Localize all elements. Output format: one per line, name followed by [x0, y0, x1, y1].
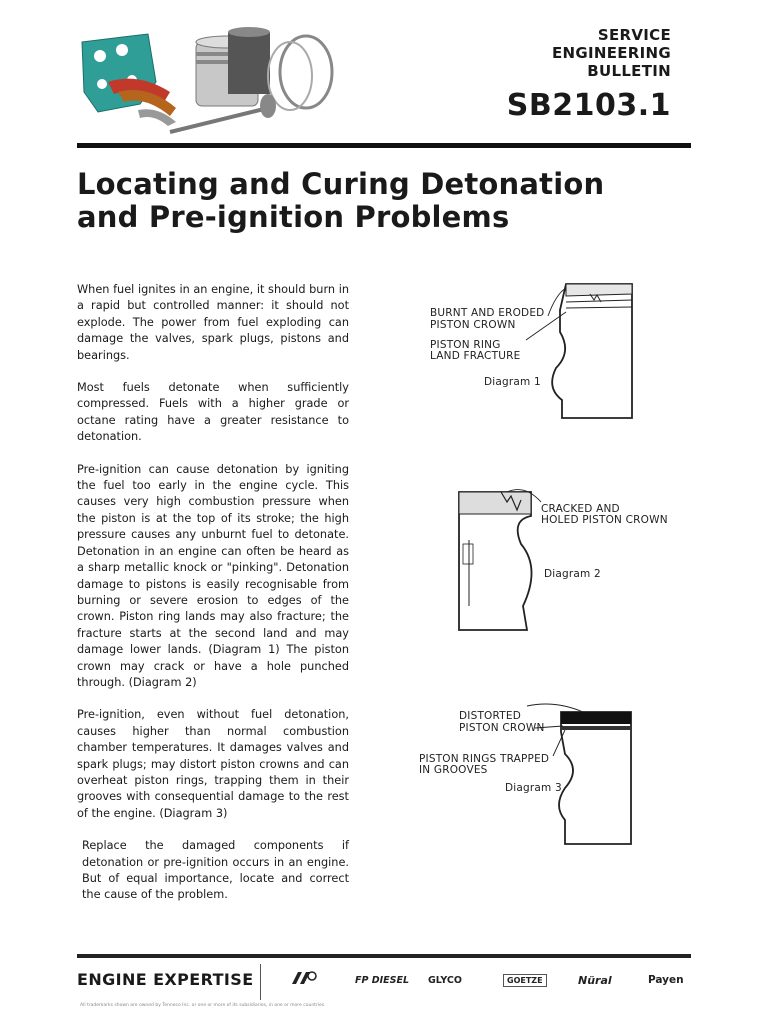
nural-logo: Nüral [578, 974, 612, 987]
paragraph: Pre-ignition can cause detonation by igniting the fuel too early in the engine cycle. This causes very high combustion pressure when the piston is at the top of its stroke; the high pressure causes any unburnt fuel to detonate. Detonation in an engine can often be heard as a sharp metallic knock or "pinking". Detonation damage to pistons is easily recognisable from burning or severe erosion to edges of the crown. Piston ring lands may also fracture; the fracture starts at the second land and may damage lower lands. (Diagram 1) The piston crown may crack or have a hole punched through. (Diagram 2) [77, 462, 349, 689]
paragraph: Replace the damaged components if detonation or pre-ignition occurs in an engine. But of equal importance, locate and correct the cause of the problem. [82, 839, 349, 902]
footer-divider [260, 964, 261, 1000]
disclaimer: All trademarks shown are owned by Tenneco Inc. or one or more of its subsidiaries, in one or more countries. [80, 1003, 326, 1008]
paragraph: When fuel ignites in an engine, it should burn in a rapid but controlled manner: it should not explode. The power from fuel exploding can damage the valves, spark plugs, pistons and bearings. [77, 283, 349, 362]
diagram-label: PISTON RINGS TRAPPED [419, 753, 550, 765]
glyco-logo: GLYCO [428, 975, 462, 986]
payen-logo: Payen [648, 974, 684, 986]
fm-logo-icon [290, 970, 318, 989]
bulletin-number: SB2103.1 [506, 88, 671, 123]
diagram-label: DISTORTED [459, 710, 521, 722]
diagram-caption: Diagram 3 [505, 782, 562, 794]
bulletin-type-line: ENGINEERING [551, 44, 671, 62]
title-line: Locating and Curing Detonation [77, 167, 605, 201]
diagram-label: PISTON CROWN [430, 319, 516, 331]
paragraph: Most fuels detonate when sufficiently compressed. Fuels with a higher grade or octane rating have a greater resistance to detonation. [77, 381, 349, 444]
footer-rule [77, 954, 691, 958]
paragraph: Pre-ignition, even without fuel detonation, causes higher than normal combustion chamber temperatures. It damages valves and spark plugs; may distort piston crowns and can overheat piston rings, trapping them in their grooves with consequential damage to the rest of the engine. (Diagram 3) [77, 708, 349, 820]
goetze-logo: GOETZE [503, 974, 547, 987]
diagram-caption: Diagram 1 [484, 376, 541, 388]
diagram-3 [415, 698, 645, 848]
diagram-label: HOLED PISTON CROWN [541, 514, 668, 526]
footer-brand: ENGINE EXPERTISE [77, 970, 254, 989]
page-title [77, 168, 697, 234]
diagram-label: CRACKED AND [541, 503, 620, 515]
body-text [77, 282, 349, 920]
bulletin-type-line: SERVICE [597, 26, 671, 44]
diagram-label: IN GROOVES [419, 764, 488, 776]
diagram-1 [420, 280, 650, 425]
bulletin-type [552, 26, 671, 80]
diagram-label: LAND FRACTURE [430, 350, 521, 362]
diagram-2 [455, 486, 690, 636]
diagram-label: PISTON RING [430, 339, 501, 351]
header-rule [77, 143, 691, 148]
diagram-label: BURNT AND ERODED [430, 307, 545, 319]
engine-parts-photo [78, 22, 340, 142]
diagram-caption: Diagram 2 [544, 568, 601, 580]
bulletin-type-line: BULLETIN [587, 62, 671, 80]
title-line: and Pre-ignition Problems [77, 200, 510, 234]
diagram-label: PISTON CROWN [459, 722, 545, 734]
fp-diesel-logo: FP DIESEL [355, 975, 410, 986]
